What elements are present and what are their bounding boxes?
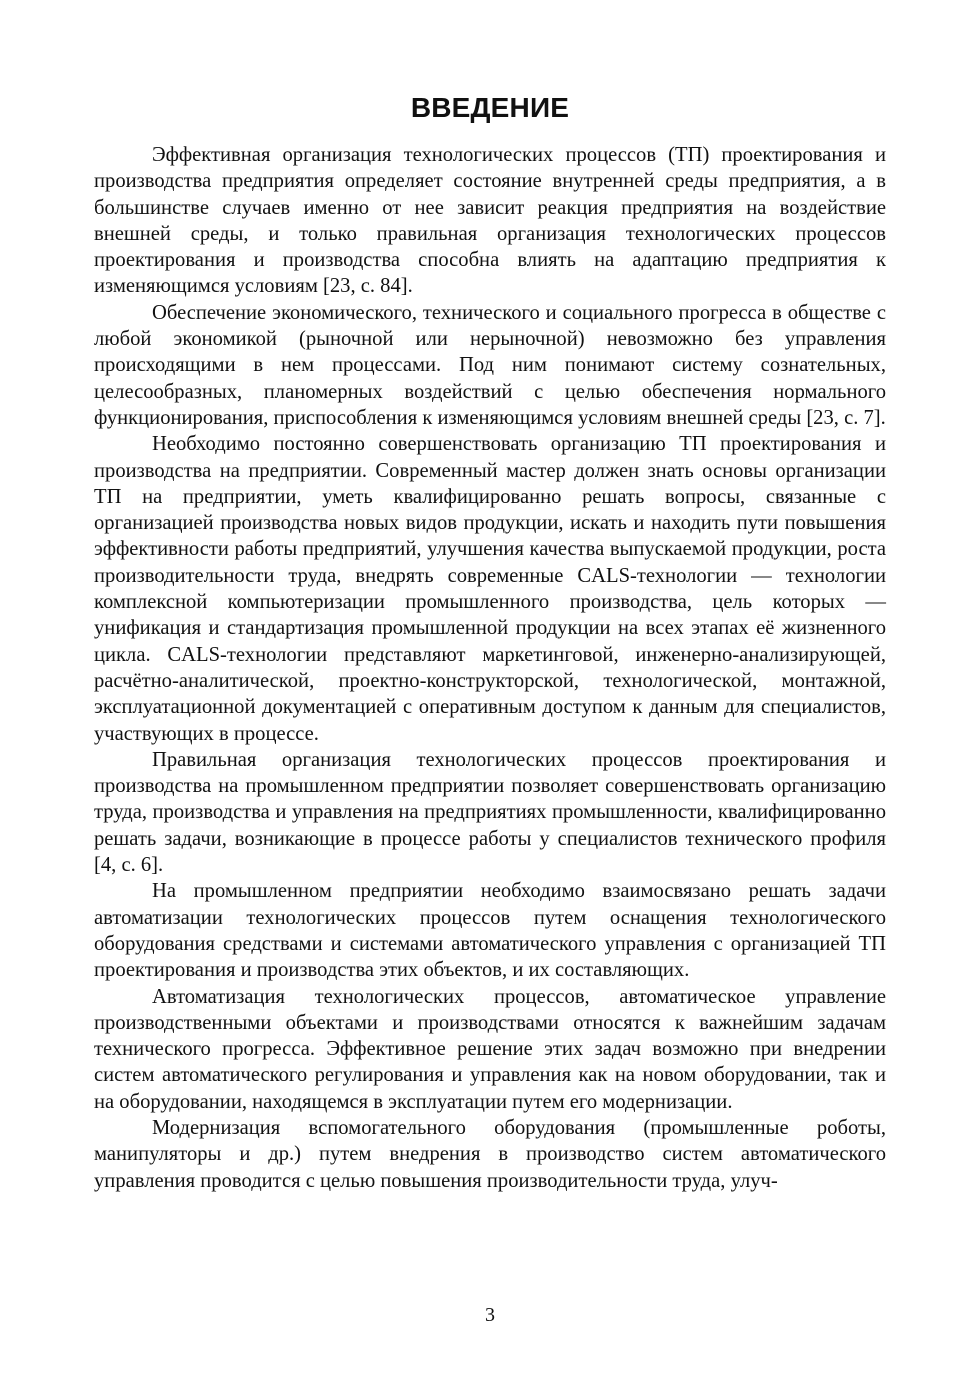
- page-number: 3: [485, 1304, 495, 1326]
- paragraph-6: Автоматизация технологических процессов, автоматическое управление производственными объектами и производствами относятся к важнейшим задачам технического прогресса. Эффективное решение этих задач возможно при внедрении систем автоматического регулирования и управления как на новом оборудовании, так и на оборудовании, находящемся в эксплуатации путем его модернизации.: [94, 985, 886, 1113]
- paragraph-1: Эффективная организация технологических процессов (ТП) проектирования и производства предприятия определяет состояние внутренней среды предприятия, а в большинстве случаев именно от нее зависит реакция предприятия на воздействие внешней среды, и только правильная организация технологических процессов проектирования и производства способна влиять на адаптацию предприятия к изменяющимся условиям [23, с. 84].: [94, 144, 886, 298]
- paragraph-2: Обеспечение экономического, технического и социального прогресса в обществе с любой экономикой (рыночной или нерыночной) невозможно без управления происходящими в нем процессами. Под ним понимают систему сознательных, целесообразных, планомерных воздействий с целью обеспечения нормального функционирования, приспособления к изменяющимся условиям внешней среды [23, с. 7].: [94, 301, 886, 429]
- paragraph-7: Модернизация вспомогательного оборудования (промышленные роботы, манипуляторы и др.) путем внедрения в производство систем автоматического управления проводится с целью повышения производительности труда, улуч-: [94, 1116, 886, 1192]
- paragraph-3: Необходимо постоянно совершенствовать организацию ТП проектирования и производства на предприятии. Современный мастер должен знать основы организации ТП на предприятии, уметь квалифицированно решать вопросы, связанные с организацией производства новых видов продукции, искать и находить пути повышения эффективности работы предприятий, улучшения качества выпускаемой продукции, роста производительности труда, внедрять современные CALS-технологии — технологии комплексной компьютеризации промышленного производства, цель которых — унификация и стандартизация промышленной продукции на всех этапах её жизненного цикла. CALS-технологии представляют маркетинговой, инженерно-анализирующей, расчётно-аналитической, проектно-конструкторской, технологической, монтажной, эксплуатационной документацией с оперативным доступом к данным для специалистов, участвующих в процессе.: [94, 433, 886, 745]
- page-content: [94, 92, 886, 1194]
- page-title: ВВЕДЕНИЕ: [410, 92, 570, 123]
- paragraph-5: На промышленном предприятии необходимо взаимосвязано решать задачи автоматизации технологических процессов путем оснащения технологического оборудования средствами и системами автоматического управления с организацией ТП проектирования и производства этих объектов, и их составляющих.: [94, 880, 886, 982]
- paragraph-4: Правильная организация технологических процессов проектирования и производства на промышленном предприятии позволяет совершенствовать организацию труда, производства и управления на предприятиях промышленности, квалифицированно решать задачи, возникающие в процессе работы у специалистов технического профиля [4, с. 6].: [94, 748, 886, 877]
